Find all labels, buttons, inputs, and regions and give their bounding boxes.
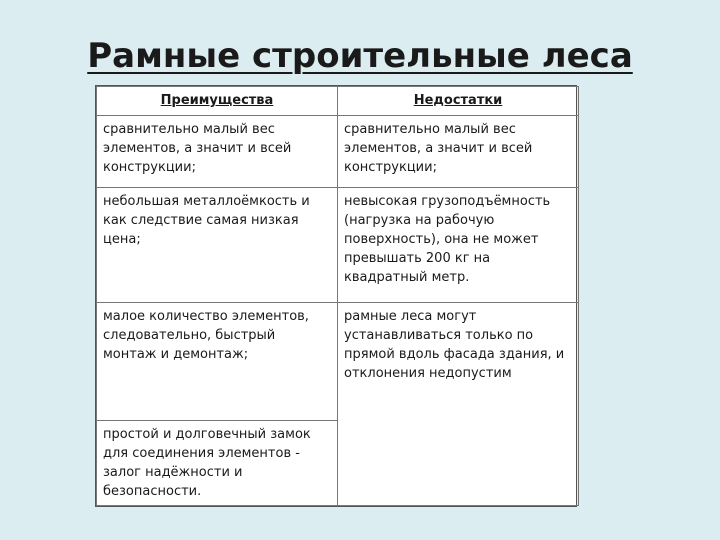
advantage-cell: малое количество элементов, следовательно, быстрый монтаж и демонтаж;: [97, 303, 337, 421]
advantage-cell: небольшая металлоёмкость и как следствие самая низкая цена;: [97, 188, 338, 303]
advantage-cell: сравнительно малый вес элементов, а значит и всей конструкции;: [97, 116, 338, 188]
header-disadvantages: Недостатки: [338, 87, 579, 116]
table-row: [97, 303, 579, 506]
advantage-cell: простой и долговечный замок для соединения элементов - залог надёжности и безопасности.: [103, 427, 311, 499]
page-title: Рамные строительные леса: [87, 36, 633, 76]
disadvantage-cell: невысокая грузоподъёмность (нагрузка на рабочую поверхность), она не может превышать 200 кг на квадратный метр.: [338, 188, 579, 303]
disadvantage-cell: рамные леса могут устанавливаться только по прямой вдоль фасада здания, и отклонения недопустим: [338, 303, 579, 506]
table-row: [97, 116, 579, 188]
table-row: [97, 188, 579, 303]
advantage-cell-group: [97, 303, 338, 506]
disadvantage-cell: сравнительно малый вес элементов, а значит и всей конструкции;: [338, 116, 579, 188]
header-advantages: Преимущества: [97, 87, 338, 116]
comparison-table: [95, 85, 577, 507]
